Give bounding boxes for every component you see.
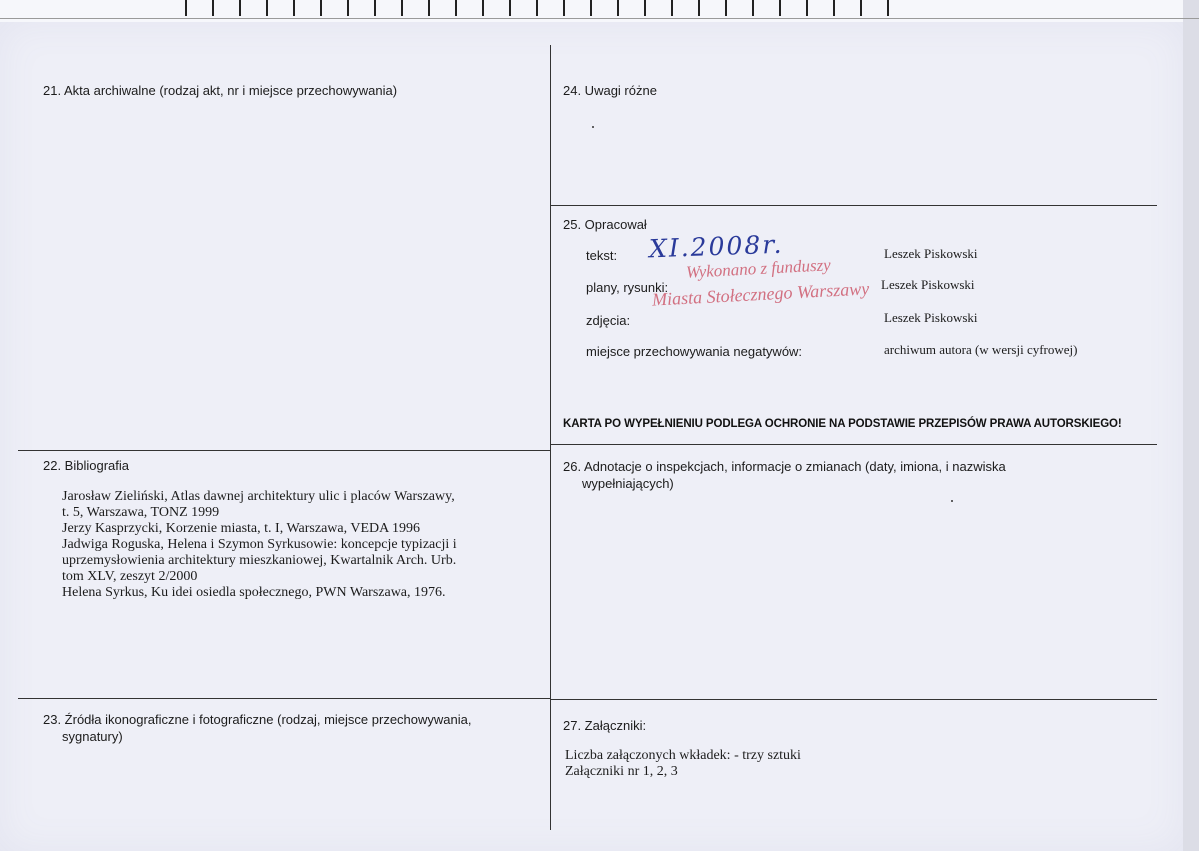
ruler-tick <box>698 0 700 16</box>
ruler-tick <box>482 0 484 16</box>
divider-21-22 <box>18 450 551 451</box>
ruler-tick <box>320 0 322 16</box>
divider-26-27 <box>551 699 1157 700</box>
divider-24-25 <box>551 205 1157 206</box>
section-25-label: 25. Opracował <box>563 217 647 232</box>
bibliography-line: Jadwiga Roguska, Helena i Szymon Syrkusowie: koncepcje typizacji i <box>62 537 457 552</box>
scan-speck <box>592 126 594 128</box>
divider-notice <box>551 444 1157 445</box>
ruler-tick <box>806 0 808 16</box>
field-plany-value: Leszek Piskowski <box>881 277 975 292</box>
handwritten-date: XI.2008r. <box>648 229 784 264</box>
ruler-tick <box>617 0 619 16</box>
divider-22-23 <box>18 698 551 699</box>
field-plany-label: plany, rysunki: <box>586 280 669 295</box>
ruler-tick <box>509 0 511 16</box>
funding-stamp-line1: Wykonano z funduszy <box>685 255 832 282</box>
attachments-text <box>565 748 801 780</box>
ruler-tick <box>212 0 214 16</box>
column-divider <box>550 45 551 830</box>
ruler-tick <box>536 0 538 16</box>
field-negatywy-label: miejsce przechowywania negatywów: <box>586 344 803 359</box>
field-negatywy-value: archiwum autora (w wersji cyfrowej) <box>884 342 1078 357</box>
ruler-tick <box>725 0 727 16</box>
section-23-label-line1: 23. Źródła ikonograficzne i fotograficzne (rodzaj, miejsce przechowywania, <box>43 712 472 727</box>
ruler-tick <box>833 0 835 16</box>
ruler-tick <box>590 0 592 16</box>
section-26-label-line1: 26. Adnotacje o inspekcjach, informacje o zmianach (daty, imiona, i nazwiska <box>563 459 1006 474</box>
bibliography-line: Jarosław Zieliński, Atlas dawnej architektury ulic i placów Warszawy, <box>62 489 455 504</box>
ruler-tick <box>671 0 673 16</box>
copyright-notice: KARTA PO WYPEŁNIENIU PODLEGA OCHRONIE NA PODSTAWIE PRZEPISÓW PRAWA AUTORSKIEGO! <box>563 418 1122 430</box>
ruler-tick <box>860 0 862 16</box>
ruler-tick <box>563 0 565 16</box>
ruler-tick <box>293 0 295 16</box>
ruler-tick <box>428 0 430 16</box>
attachments-count: Liczba załączonych wkładek: - trzy sztuki <box>565 748 801 763</box>
ruler-tick <box>752 0 754 16</box>
ruler-baseline <box>0 18 1199 19</box>
field-zdjecia-label: zdjęcia: <box>586 313 631 328</box>
ruler-tick <box>185 0 187 16</box>
bibliography-line: uprzemysłowienia architektury mieszkaniowej, Kwartalnik Arch. Urb. <box>62 553 457 568</box>
scan-speck <box>951 500 953 502</box>
ruler-tick <box>347 0 349 16</box>
ruler-tick <box>239 0 241 16</box>
field-tekst-value: Leszek Piskowski <box>884 246 978 261</box>
section-24-label: 24. Uwagi różne <box>563 83 657 98</box>
section-27-label: 27. Załączniki: <box>563 718 647 733</box>
funding-stamp-line2: Miasta Stołecznego Warszawy <box>651 278 870 310</box>
ruler-tick <box>644 0 646 16</box>
ruler-tick <box>779 0 781 16</box>
bibliography-line: tom XLV, zeszyt 2/2000 <box>62 569 198 584</box>
field-tekst-label: tekst: <box>586 248 618 263</box>
scan-right-edge <box>1183 0 1199 851</box>
field-zdjecia-value: Leszek Piskowski <box>884 310 978 325</box>
section-23-label-line2: sygnatury) <box>62 729 123 744</box>
section-22-label: 22. Bibliografia <box>43 458 129 473</box>
bibliography-line: t. 5, Warszawa, TONZ 1999 <box>62 505 220 520</box>
binding-ruler <box>0 0 1199 24</box>
bibliography-line: Helena Syrkus, Ku idei osiedla społecznego, PWN Warszawa, 1976. <box>62 585 446 600</box>
attachments-numbers: Załączniki nr 1, 2, 3 <box>565 764 678 779</box>
ruler-tick <box>401 0 403 16</box>
section-26-label <box>563 458 1006 492</box>
bibliography-list <box>62 489 532 601</box>
section-23-label <box>43 711 471 745</box>
section-21-label: 21. Akta archiwalne (rodzaj akt, nr i miejsce przechowywania) <box>43 83 398 98</box>
ruler-tick <box>266 0 268 16</box>
ruler-tick <box>455 0 457 16</box>
bibliography-line: Jerzy Kasprzycki, Korzenie miasta, t. I, Warszawa, VEDA 1996 <box>62 521 420 536</box>
ruler-tick <box>374 0 376 16</box>
section-26-label-line2: wypełniających) <box>582 476 674 491</box>
ruler-tick <box>887 0 889 16</box>
